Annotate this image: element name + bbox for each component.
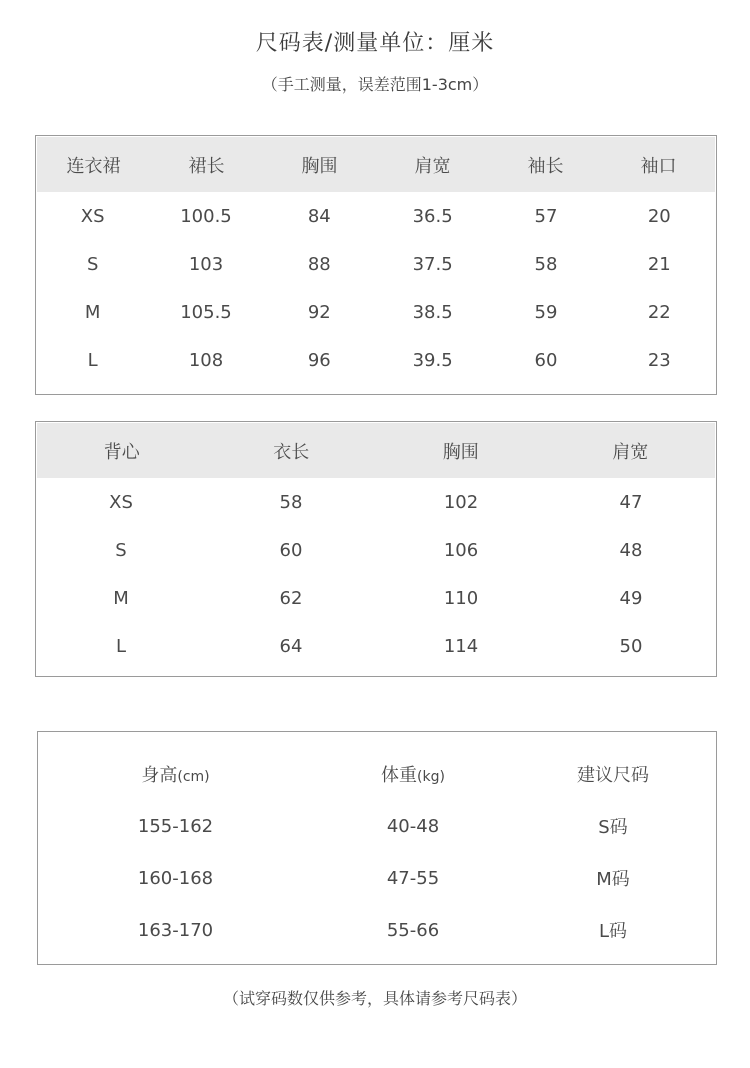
header-unit: (cm): [177, 769, 210, 785]
table-cell: 58: [279, 491, 303, 513]
table-cell: 21: [647, 253, 671, 275]
table-cell: 40-48: [386, 815, 440, 837]
table-cell: 48: [619, 539, 643, 561]
header-cell: 肩宽: [612, 441, 649, 463]
header-cell: 背心: [103, 441, 140, 463]
table-row: [36, 288, 716, 336]
header-cell: 裙长: [188, 155, 225, 177]
table-cell: 38.5: [412, 301, 453, 323]
table-cell: 22: [647, 301, 671, 323]
table-row: [36, 526, 716, 574]
dress-size-table: [35, 135, 717, 395]
table-cell: 114: [443, 635, 479, 657]
table-cell: M: [113, 587, 129, 609]
table-cell: 88: [307, 253, 331, 275]
table-cell: 23: [647, 349, 671, 371]
table-cell: 105.5: [180, 301, 232, 323]
table-cell: M: [84, 301, 101, 323]
table-cell: 110: [443, 587, 479, 609]
table-cell: 100.5: [180, 205, 232, 227]
table-cell: 50: [619, 635, 643, 657]
table-cell: 36.5: [412, 205, 453, 227]
table-header-row: [37, 137, 715, 192]
table-cell: 92: [307, 301, 331, 323]
table-cell: 108: [188, 349, 224, 371]
header-cell: 连衣裙: [66, 155, 121, 177]
table-cell: 58: [534, 253, 558, 275]
table-cell: 106: [443, 539, 479, 561]
header-label: 体重: [381, 765, 418, 786]
table-cell: L: [87, 349, 98, 371]
table-cell: 37.5: [412, 253, 453, 275]
table-cell: 47: [619, 491, 643, 513]
table-cell: 155-162: [137, 815, 214, 837]
table-cell: XS: [80, 205, 105, 227]
table-row: [36, 622, 716, 670]
header-cell: [513, 761, 713, 787]
vest-size-table: [35, 421, 717, 677]
table-row: [36, 478, 716, 526]
table-cell: 103: [188, 253, 224, 275]
table-row: [38, 852, 716, 904]
table-header-row: [38, 748, 716, 800]
table-cell: 49: [619, 587, 643, 609]
table-cell: 102: [443, 491, 479, 513]
header-cell: 肩宽: [414, 155, 451, 177]
header-cell: 袖口: [640, 155, 677, 177]
table-row: [36, 574, 716, 622]
table-cell: 84: [307, 205, 331, 227]
table-cell: 62: [279, 587, 303, 609]
header-label: 身高: [141, 765, 178, 786]
table-cell: 55-66: [386, 919, 440, 941]
header-label: 建议尺码: [577, 765, 649, 786]
header-cell: [313, 761, 513, 787]
header-cell: 胸围: [301, 155, 338, 177]
table-cell: 60: [534, 349, 558, 371]
table-cell: 20: [647, 205, 671, 227]
table-cell: L: [115, 635, 127, 657]
table-cell: 59: [534, 301, 558, 323]
header-cell: 衣长: [273, 441, 310, 463]
table-header-row: [37, 423, 715, 478]
table-cell: XS: [109, 491, 133, 513]
size-recommendation-table: [37, 731, 717, 965]
table-row: [38, 800, 716, 852]
table-cell: S: [115, 539, 127, 561]
table-cell: 64: [279, 635, 303, 657]
table-cell: M码: [596, 869, 630, 890]
table-cell: 60: [279, 539, 303, 561]
table-cell: 163-170: [137, 919, 214, 941]
table-cell: 39.5: [412, 349, 453, 371]
header-cell: 胸围: [442, 441, 479, 463]
table-cell: 160-168: [137, 867, 214, 889]
header-unit: (kg): [417, 769, 445, 785]
table-row: [38, 904, 716, 956]
table-cell: L码: [598, 921, 628, 942]
table-cell: S码: [598, 817, 628, 838]
header-cell: 袖长: [527, 155, 564, 177]
header-cell: [38, 761, 313, 787]
table-cell: 96: [307, 349, 331, 371]
table-row: [36, 336, 716, 384]
table-cell: 57: [534, 205, 558, 227]
measurement-note: （手工测量，误差范围1-3cm）: [261, 75, 489, 94]
reference-note: （试穿码数仅供参考，具体请参考尺码表）: [222, 989, 527, 1008]
table-row: [36, 240, 716, 288]
table-cell: 47-55: [386, 867, 440, 889]
page-title: 尺码表/测量单位：厘米: [255, 31, 495, 56]
table-row: [36, 192, 716, 240]
table-cell: S: [86, 253, 99, 275]
